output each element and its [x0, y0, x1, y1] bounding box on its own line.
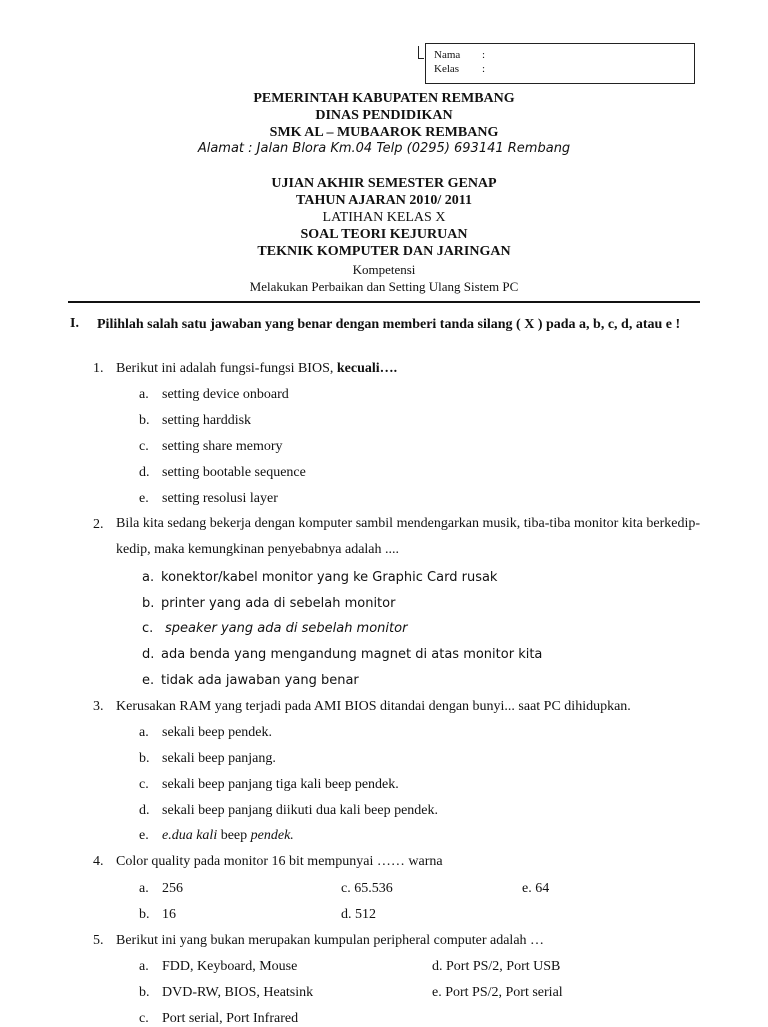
header-school: SMK AL – MUBAAROK REMBANG	[269, 125, 499, 140]
question-3	[93, 699, 631, 715]
option-4b: b. 16	[139, 907, 176, 922]
option-5b: b. DVD-RW, BIOS, Heatsink	[139, 985, 314, 1000]
option-5d: d. Port PS/2, Port USB	[432, 959, 561, 974]
option-4e: e. 64	[522, 881, 550, 896]
nama-colon: :	[482, 49, 486, 61]
competency-value: Melakukan Perbaikan dan Setting Ulang Sistem PC	[249, 279, 519, 294]
option-4c: c. 65.536	[341, 881, 393, 896]
header-address: Alamat : Jalan Blora Km.04 Telp (0295) 693141 Rembang	[197, 141, 571, 156]
header-department: DINAS PENDIDIKAN	[315, 108, 453, 123]
option-1a: a. setting device onboard	[139, 387, 289, 402]
question-number: 4.	[93, 854, 104, 869]
option-1b: b. setting harddisk	[139, 413, 252, 428]
exam-program: TEKNIK KOMPUTER DAN JARINGAN	[257, 244, 511, 259]
student-info-box	[425, 43, 695, 84]
option-1d: d. setting bootable sequence	[139, 465, 306, 480]
section-instruction: Pilihlah salah satu jawaban yang benar dengan memberi tanda silang ( X ) pada a, b, c, d, atau e !	[97, 317, 681, 332]
question-number: 1.	[93, 361, 104, 376]
exam-year: TAHUN AJARAN 2010/ 2011	[296, 193, 472, 208]
option-5c: c. Port serial, Port Infrared	[139, 1011, 299, 1026]
competency-label: Kompetensi	[352, 262, 416, 277]
option-2a: a. konektor/kabel monitor yang ke Graphic Card rusak	[142, 570, 498, 585]
question-text: Color quality pada monitor 16 bit mempunyai …… warna	[116, 854, 443, 869]
option-2c: c. speaker yang ada di sebelah monitor	[142, 621, 408, 636]
nama-label: Nama	[434, 49, 461, 61]
exam-class: LATIHAN KELAS X	[322, 210, 446, 225]
question-1	[93, 361, 397, 377]
kelas-colon: :	[482, 63, 486, 75]
question-4	[93, 854, 443, 870]
question-5	[93, 933, 544, 949]
option-3a: a. sekali beep pendek.	[139, 725, 273, 740]
question-emphasis: kecuali….	[336, 361, 398, 376]
kelas-label: Kelas	[434, 63, 460, 75]
option-2d: d. ada benda yang mengandung magnet di atas monitor kita	[142, 647, 543, 662]
question-2-number: 2.	[93, 517, 104, 532]
option-3e: e. e.dua kali beep pendek.	[139, 828, 294, 843]
question-text: Berikut ini adalah fungsi-fungsi BIOS,	[116, 361, 337, 376]
question-number: 3.	[93, 699, 104, 714]
header-government: PEMERINTAH KABUPATEN REMBANG	[253, 91, 515, 106]
option-2e: e. tidak ada jawaban yang benar	[142, 673, 359, 688]
section-number: I.	[70, 316, 79, 331]
option-5e: e. Port PS/2, Port serial	[432, 985, 563, 1000]
option-5a: a. FDD, Keyboard, Mouse	[139, 959, 298, 974]
option-3c: c. sekali beep panjang tiga kali beep pendek.	[139, 777, 399, 792]
option-4d: d. 512	[341, 907, 376, 922]
exam-subject: SOAL TEORI KEJURUAN	[300, 227, 468, 242]
exam-title: UJIAN AKHIR SEMESTER GENAP	[271, 176, 497, 191]
option-1c: c. setting share memory	[139, 439, 283, 454]
option-1e: e. setting resolusi layer	[139, 491, 278, 506]
question-text: Kerusakan RAM yang terjadi pada AMI BIOS ditandai dengan bunyi... saat PC dihidupkan.	[116, 699, 631, 714]
box-corner-mark	[418, 46, 424, 59]
option-2b: b. printer yang ada di sebelah monitor	[142, 596, 396, 611]
question-text: Berikut ini yang bukan merupakan kumpulan peripheral computer adalah …	[116, 933, 545, 948]
option-3b: b. sekali beep panjang.	[139, 751, 276, 766]
question-2-text: Bila kita sedang bekerja dengan komputer sambil mendengarkan musik, tiba-tiba monitor kita berkedip-kedip, maka kemungkinan penyebabnya adalah ....	[116, 516, 700, 557]
option-3d: d. sekali beep panjang diikuti dua kali beep pendek.	[139, 803, 439, 818]
header-divider	[68, 301, 700, 303]
option-4a: a. 256	[139, 881, 183, 896]
question-number: 5.	[93, 933, 104, 948]
